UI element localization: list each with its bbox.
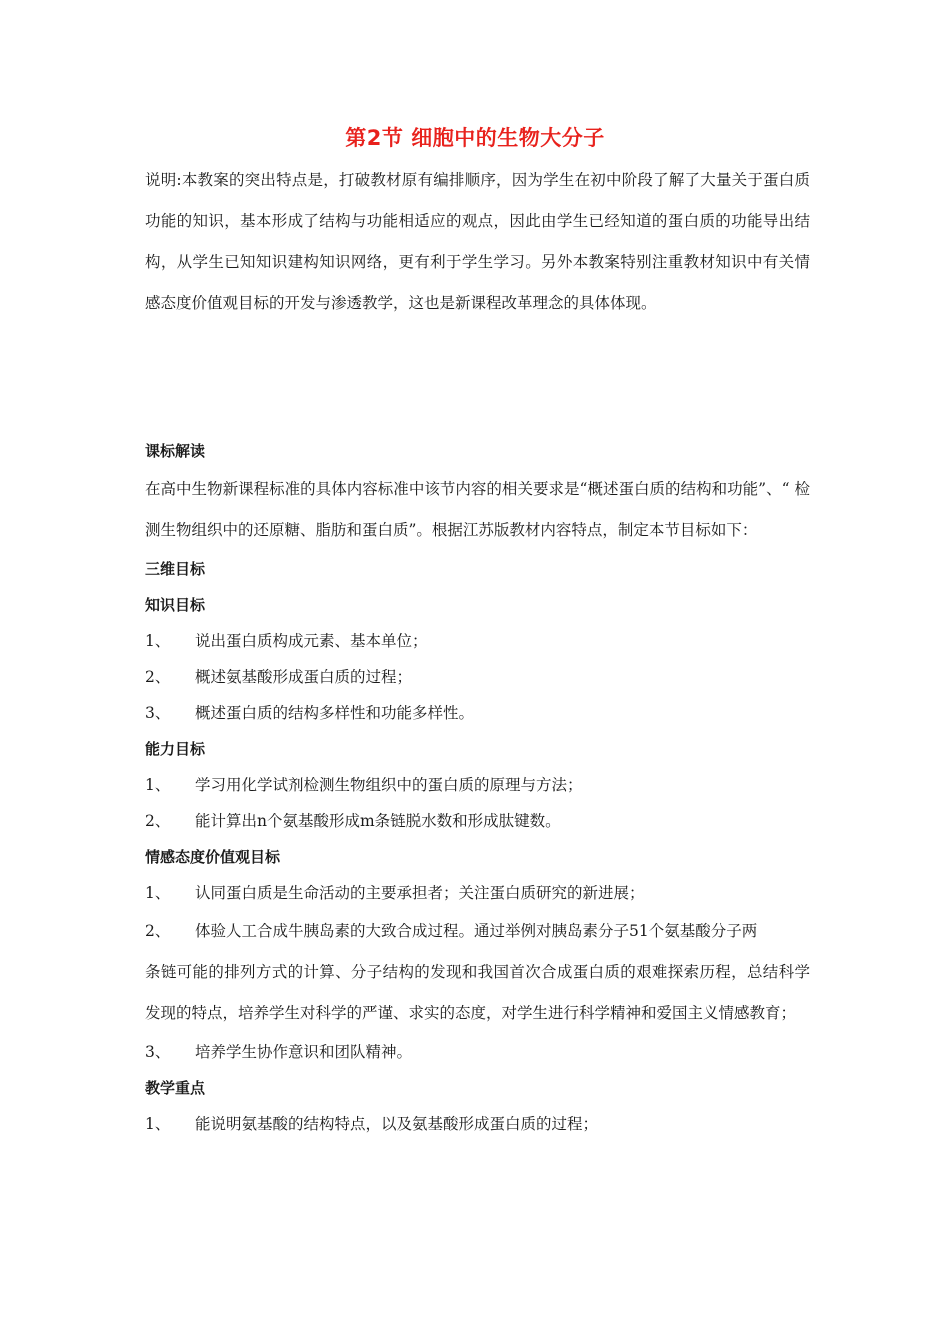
list-item-number: 2、 xyxy=(145,668,171,686)
list-item-text: 概述蛋白质的结构多样性和功能多样性。 xyxy=(195,704,475,722)
list-item-number: 2、 xyxy=(145,812,171,830)
list-item-number: 1、 xyxy=(145,632,171,650)
section-heading-ability: 能力目标 xyxy=(145,740,206,758)
list-item xyxy=(145,767,810,803)
list-item xyxy=(145,623,810,659)
list-item xyxy=(145,1034,810,1070)
list-item-text: 能计算出n个氨基酸形成m条链脱水数和形成肽键数。 xyxy=(195,812,561,830)
curriculum-paragraph: 在高中生物新课程标准的具体内容标准中该节内容的相关要求是“概述蛋白质的结构和功能”、“ 检测生物组织中的还原糖、脂肪和蛋白质”。根据江苏版教材内容特点，制定本节目标如下： xyxy=(145,480,810,539)
document-body xyxy=(145,433,810,1142)
section-heading-key-points: 教学重点 xyxy=(145,1079,206,1097)
section-heading-goals: 三维目标 xyxy=(145,560,206,578)
list-item-text: 认同蛋白质是生命活动的主要承担者；关注蛋白质研究的新进展； xyxy=(195,884,645,902)
list-item-text: 能说明氨基酸的结构特点，以及氨基酸形成蛋白质的过程； xyxy=(195,1115,599,1133)
list-item xyxy=(145,1106,810,1142)
list-item-text: 说出蛋白质构成元素、基本单位； xyxy=(195,632,428,650)
list-item xyxy=(145,875,810,911)
list-item-number: 1、 xyxy=(145,1115,171,1133)
section-heading-knowledge: 知识目标 xyxy=(145,596,206,614)
intro-paragraph: 说明:本教案的突出特点是，打破教材原有编排顺序，因为学生在初中阶段了解了大量关于蛋白质功能的知识，基本形成了结构与功能相适应的观点，因此由学生已经知道的蛋白质的功能导出结构，从学生已知知识建构知识网络，更有利于学生学习。另外本教案特别注重教材知识中有关情感态度价值观目标的开发与渗透教学，这也是新课程改革理念的具体体现。 xyxy=(145,171,810,312)
list-item-number: 3、 xyxy=(145,1043,171,1061)
list-item-number: 2、 xyxy=(145,922,171,940)
list-item-text: 概述氨基酸形成蛋白质的过程； xyxy=(195,668,413,686)
list-item-text: 体验人工合成牛胰岛素的大致合成过程。通过举例对胰岛素分子51个氨基酸分子两 xyxy=(195,922,758,940)
list-item-number: 3、 xyxy=(145,704,171,722)
list-item xyxy=(145,803,810,839)
list-item-continuation: 条链可能的排列方式的计算、分子结构的发现和我国首次合成蛋白质的艰难探索历程，总结科学发现的特点，培养学生对科学的严谨、求实的态度，对学生进行科学精神和爱国主义情感教育； xyxy=(145,963,810,1022)
list-item xyxy=(145,695,810,731)
section-heading-curriculum: 课标解读 xyxy=(145,442,206,460)
list-item xyxy=(145,659,810,695)
list-item xyxy=(145,911,810,952)
section-heading-emotion: 情感态度价值观目标 xyxy=(145,848,281,866)
list-item-number: 1、 xyxy=(145,776,171,794)
list-item-text: 培养学生协作意识和团队精神。 xyxy=(195,1043,413,1061)
list-item-text: 学习用化学试剂检测生物组织中的蛋白质的原理与方法； xyxy=(195,776,583,794)
page-title: 第2节 细胞中的生物大分子 xyxy=(345,126,605,150)
list-item-number: 1、 xyxy=(145,884,171,902)
